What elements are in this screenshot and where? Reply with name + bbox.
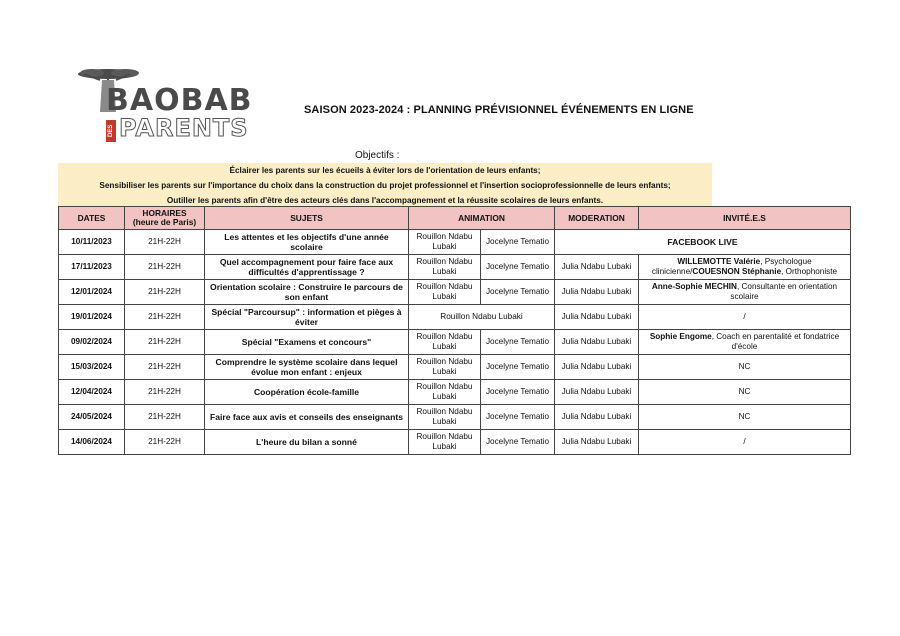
- guest-cell: [639, 330, 851, 355]
- guest-cell: /: [639, 305, 851, 330]
- subject-cell: Orientation scolaire : Construire le parcours de son enfant: [205, 280, 409, 305]
- table-row: [59, 405, 851, 430]
- table-header-row: [59, 207, 851, 230]
- logo-word-des: DES: [106, 120, 116, 142]
- moderation-cell: Julia Ndabu Lubaki: [555, 355, 639, 380]
- guest-role: , Coach en parentalité et fondatrice d'école: [711, 332, 840, 351]
- table-row: [59, 380, 851, 405]
- table-row: [59, 255, 851, 280]
- date-cell: 17/11/2023: [59, 255, 125, 280]
- logo-word-parents: PARENTS: [119, 114, 249, 142]
- header-moderation: MODERATION: [555, 207, 639, 230]
- animator-1-cell: Rouillon Ndabu Lubaki: [409, 355, 481, 380]
- animator-1-cell: Rouillon Ndabu Lubaki: [409, 430, 481, 455]
- guest-cell: /: [639, 430, 851, 455]
- header-horaires: [125, 207, 205, 230]
- header-animation: ANIMATION: [409, 207, 555, 230]
- subject-cell: Comprendre le système scolaire dans lequel évolue mon enfant : enjeux: [205, 355, 409, 380]
- subject-cell: Spécial "Examens et concours": [205, 330, 409, 355]
- animator-2-cell: Jocelyne Tematio: [481, 330, 555, 355]
- date-cell: 15/03/2024: [59, 355, 125, 380]
- animator-cell: Rouillon Ndabu Lubaki: [409, 305, 555, 330]
- table-row: [59, 430, 851, 455]
- header-sujets: SUJETS: [205, 207, 409, 230]
- hour-cell: 21H-22H: [125, 355, 205, 380]
- header-horaires-sub: (heure de Paris): [132, 217, 197, 227]
- page-title: SAISON 2023-2024 : PLANNING PRÉVISIONNEL ÉVÉNEMENTS EN LIGNE: [304, 104, 694, 116]
- hour-cell: 21H-22H: [125, 305, 205, 330]
- objective-line: Outiller les parents afin d'être des acteurs clés dans l'accompagnement et la réussite scolaires de leurs enfants.: [166, 196, 604, 205]
- objectives-label: Objectifs :: [355, 150, 400, 161]
- guest-name: WILLEMOTTE Valérie: [677, 257, 761, 266]
- animator-2-cell: Jocelyne Tematio: [481, 380, 555, 405]
- guest-role: , Consultante en orientation scolaire: [730, 282, 838, 301]
- moderation-cell: Julia Ndabu Lubaki: [555, 255, 639, 280]
- animator-1-cell: Rouillon Ndabu Lubaki: [409, 230, 481, 255]
- hour-cell: 21H-22H: [125, 230, 205, 255]
- table-row: [59, 280, 851, 305]
- table-row: [59, 355, 851, 380]
- animator-1-cell: Rouillon Ndabu Lubaki: [409, 280, 481, 305]
- moderation-cell: Julia Ndabu Lubaki: [555, 330, 639, 355]
- guest-cell: [639, 255, 851, 280]
- date-cell: 12/01/2024: [59, 280, 125, 305]
- subject-cell: Quel accompagnement pour faire face aux difficultés d'apprentissage ?: [205, 255, 409, 280]
- animator-1-cell: Rouillon Ndabu Lubaki: [409, 405, 481, 430]
- guest-role: , Orthophoniste: [781, 267, 838, 276]
- hour-cell: 21H-22H: [125, 255, 205, 280]
- subject-cell: Coopération école-famille: [205, 380, 409, 405]
- guest-cell: NC: [639, 380, 851, 405]
- animator-2-cell: Jocelyne Tematio: [481, 230, 555, 255]
- subject-cell: L'heure du bilan a sonné: [205, 430, 409, 455]
- date-cell: 10/11/2023: [59, 230, 125, 255]
- date-cell: 09/02/2024: [59, 330, 125, 355]
- guest-cell: NC: [639, 405, 851, 430]
- animator-2-cell: Jocelyne Tematio: [481, 405, 555, 430]
- date-cell: 24/05/2024: [59, 405, 125, 430]
- date-cell: 12/04/2024: [59, 380, 125, 405]
- table-row: [59, 305, 851, 330]
- hour-cell: 21H-22H: [125, 280, 205, 305]
- animator-1-cell: Rouillon Ndabu Lubaki: [409, 330, 481, 355]
- date-cell: 19/01/2024: [59, 305, 125, 330]
- guest-cell: [639, 280, 851, 305]
- objective-line: Éclairer les parents sur les écueils à éviter lors de l'orientation de leurs enfants;: [229, 166, 541, 175]
- subject-cell: Spécial "Parcoursup" : information et pièges à éviter: [205, 305, 409, 330]
- animator-1-cell: Rouillon Ndabu Lubaki: [409, 255, 481, 280]
- guest-cell: NC: [639, 355, 851, 380]
- guest-role: , Psychologue clinicienne/: [651, 257, 812, 276]
- guest-cell: FACEBOOK LIVE: [555, 230, 851, 255]
- moderation-cell: Julia Ndabu Lubaki: [555, 280, 639, 305]
- guest-name: COUESNON Stéphanie: [692, 267, 782, 276]
- table-row: [59, 330, 851, 355]
- hour-cell: 21H-22H: [125, 405, 205, 430]
- objectives-box: [58, 163, 712, 208]
- moderation-cell: Julia Ndabu Lubaki: [555, 405, 639, 430]
- header-horaires-label: HORAIRES: [142, 208, 187, 218]
- baobab-des-parents-logo: [70, 64, 255, 144]
- hour-cell: 21H-22H: [125, 330, 205, 355]
- date-cell: 14/06/2024: [59, 430, 125, 455]
- animator-2-cell: Jocelyne Tematio: [481, 280, 555, 305]
- planning-table: [58, 206, 851, 455]
- animator-2-cell: Jocelyne Tematio: [481, 430, 555, 455]
- moderation-cell: Julia Ndabu Lubaki: [555, 430, 639, 455]
- objective-line: Sensibiliser les parents sur l'importance du choix dans la construction du projet professionnel et l'insertion socioprofessionnelle de leurs enfants;: [99, 181, 671, 190]
- guest-name: Sophie Engome: [649, 332, 712, 341]
- header-invites: INVITÉ.E.S: [639, 207, 851, 230]
- subject-cell: Faire face aux avis et conseils des enseignants: [205, 405, 409, 430]
- logo-word-baobab: BAOBAB: [106, 83, 253, 118]
- guest-name: Anne-Sophie MECHIN: [651, 282, 737, 291]
- animator-2-cell: Jocelyne Tematio: [481, 255, 555, 280]
- table-row: [59, 230, 851, 255]
- moderation-cell: Julia Ndabu Lubaki: [555, 380, 639, 405]
- hour-cell: 21H-22H: [125, 430, 205, 455]
- animator-2-cell: Jocelyne Tematio: [481, 355, 555, 380]
- header-dates: DATES: [59, 207, 125, 230]
- animator-1-cell: Rouillon Ndabu Lubaki: [409, 380, 481, 405]
- hour-cell: 21H-22H: [125, 380, 205, 405]
- subject-cell: Les attentes et les objectifs d'une année scolaire: [205, 230, 409, 255]
- moderation-cell: Julia Ndabu Lubaki: [555, 305, 639, 330]
